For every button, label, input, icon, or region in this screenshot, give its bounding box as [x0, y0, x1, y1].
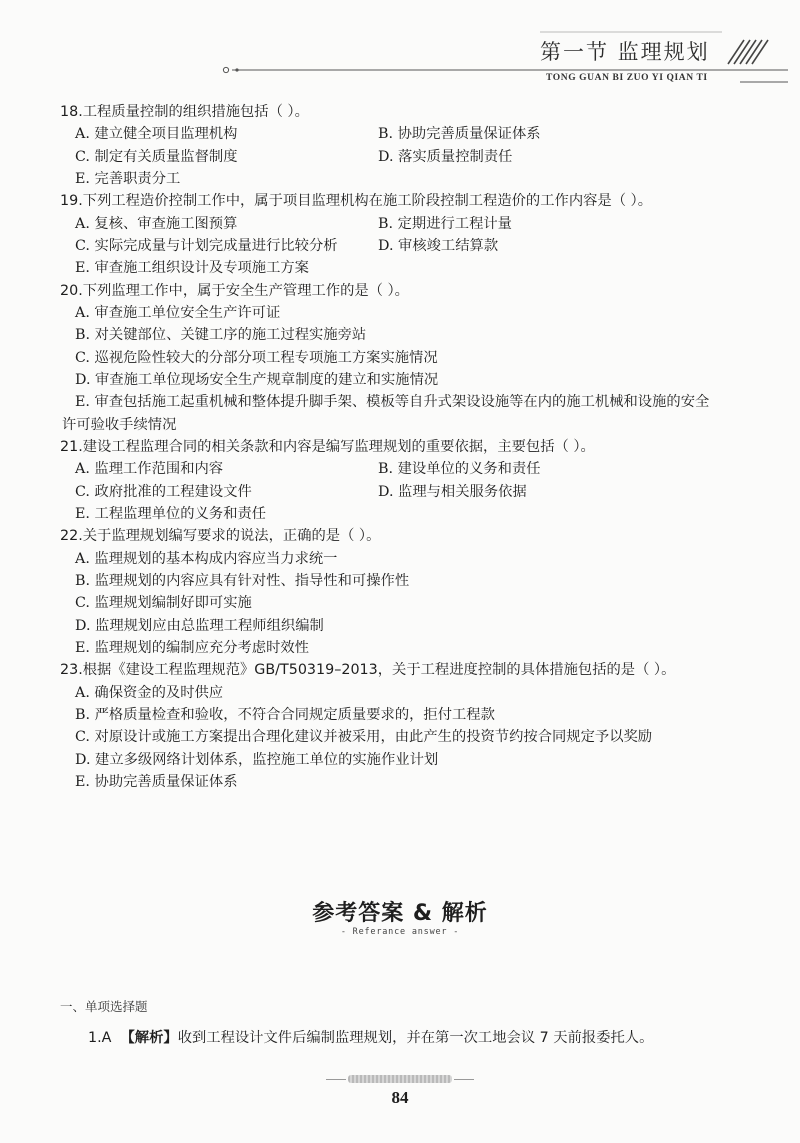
section-subtitle: TONG GUAN BI ZUO YI QIAN TI: [546, 73, 708, 83]
answer-number: 1.A: [88, 1030, 112, 1046]
question-list: [60, 101, 760, 793]
option-row: [60, 637, 760, 659]
option-row: [60, 704, 760, 726]
option-d: D. 监理与相关服务依据: [378, 483, 527, 500]
option-a: A. 监理规划的基本构成内容应当力求统一: [75, 550, 338, 567]
option-row: [60, 257, 760, 279]
analysis-tag: 【解析】: [120, 1030, 178, 1046]
option-row: [60, 123, 760, 145]
question-stem: 21.建设工程监理合同的相关条款和内容是编写监理规划的重要依据，主要包括（ ）。: [60, 438, 595, 455]
option-row: [60, 749, 760, 771]
option-b: B. 严格质量检查和验收，不符合合同规定质量要求的，拒付工程款: [75, 706, 495, 723]
option-d: D. 审核竣工结算款: [378, 237, 499, 254]
header-rule-dot: [235, 68, 238, 71]
option-d: D. 审查施工单位现场安全生产规章制度的建立和实施情况: [75, 371, 439, 388]
option-e-continued: 许可验收手续情况: [62, 416, 177, 433]
option-row: [60, 615, 760, 637]
option-a: A. 复核、审查施工图预算: [75, 215, 238, 232]
answer-item: [88, 1027, 653, 1047]
option-row: [60, 682, 760, 704]
page-number: 84: [391, 1088, 409, 1107]
answer-subheading: - Referance answer -: [340, 927, 460, 937]
option-row: [60, 235, 760, 257]
question-stem: 19.下列工程造价控制工作中，属于项目监理机构在施工阶段控制工程造价的工作内容是（ ）。: [60, 193, 653, 210]
section-title: 第一节 监理规划: [540, 40, 710, 64]
question-stem: 20.下列监理工作中，属于安全生产管理工作的是（ ）。: [60, 282, 409, 299]
footer-rule-right: [454, 1079, 474, 1080]
option-d: D. 监理规划应由总监理工程师组织编制: [75, 617, 324, 634]
option-b: B. 协助完善质量保证体系: [378, 126, 541, 143]
analysis-text: 收到工程设计文件后编制监理规划，并在第一次工地会议 7 天前报委托人。: [177, 1030, 654, 1046]
question-stem: 18.工程质量控制的组织措施包括（ ）。: [60, 104, 309, 120]
option-row: [60, 324, 760, 346]
option-a: A. 审查施工单位安全生产许可证: [75, 304, 281, 321]
option-row: [60, 414, 760, 436]
option-row: [60, 168, 760, 190]
question-22: [60, 525, 760, 547]
question-18: [60, 101, 760, 123]
option-row: [60, 146, 760, 168]
option-d: D. 建立多级网络计划体系，监控施工单位的实施作业计划: [75, 751, 439, 768]
option-e: E. 审查施工组织设计及专项施工方案: [75, 260, 309, 277]
option-b: B. 对关键部位、关键工序的施工过程实施旁站: [75, 327, 367, 344]
option-row: [60, 458, 760, 480]
option-row: [60, 503, 760, 525]
footer-rule-left: [326, 1079, 346, 1080]
option-c: C. 巡视危险性较大的分部分项工程专项施工方案实施情况: [75, 349, 438, 366]
option-c: C. 实际完成量与计划完成量进行比较分析: [75, 237, 338, 254]
answer-section-title: 一、单项选择题: [60, 999, 148, 1014]
option-b: B. 定期进行工程计量: [378, 215, 512, 232]
question-stem: 23.根据《建设工程监理规范》GB/T50319–2013，关于工程进度控制的具体措施包括的是（ ）。: [60, 662, 676, 679]
option-a: A. 确保资金的及时供应: [75, 684, 224, 701]
question-23: [60, 659, 760, 681]
option-row: [60, 347, 760, 369]
option-row: [60, 771, 760, 793]
option-c: C. 政府批准的工程建设文件: [75, 483, 252, 500]
answer-heading: 参考答案 & 解析: [312, 901, 488, 926]
option-row: [60, 369, 760, 391]
option-row: [60, 548, 760, 570]
option-e: E. 审查包括施工起重机械和整体提升脚手架、模板等自升式架设设施等在内的施工机械和设施的安全: [75, 394, 710, 411]
option-c: C. 监理规划编制好即可实施: [75, 595, 252, 612]
option-row: [60, 726, 760, 748]
option-c: C. 制定有关质量监督制度: [75, 148, 238, 165]
option-e: E. 监理规划的编制应充分考虑时效性: [75, 639, 309, 656]
option-e: E. 完善职责分工: [75, 170, 181, 187]
option-a: A. 监理工作范围和内容: [75, 461, 224, 478]
option-a: A. 建立健全项目监理机构: [75, 126, 238, 143]
question-stem: 22.关于监理规划编写要求的说法，正确的是（ ）。: [60, 528, 381, 545]
option-row: [60, 213, 760, 235]
footer-ornament: [348, 1075, 452, 1083]
question-19: [60, 190, 760, 212]
option-e: E. 协助完善质量保证体系: [75, 773, 238, 790]
question-21: [60, 436, 760, 458]
option-row: [60, 570, 760, 592]
option-row: [60, 592, 760, 614]
option-b: B. 监理规划的内容应具有针对性、指导性和可操作性: [75, 572, 410, 589]
question-20: [60, 280, 760, 302]
header-rule-dot: [223, 67, 228, 72]
header-slashes: [728, 40, 768, 64]
option-e: E. 工程监理单位的义务和责任: [75, 505, 267, 522]
option-b: B. 建设单位的义务和责任: [378, 461, 541, 478]
option-row: [60, 481, 760, 503]
option-d: D. 落实质量控制责任: [378, 148, 513, 165]
option-row: [60, 391, 760, 413]
option-row: [60, 302, 760, 324]
option-c: C. 对原设计或施工方案提出合理化建议并被采用，由此产生的投资节约按合同规定予以奖励: [75, 729, 653, 746]
